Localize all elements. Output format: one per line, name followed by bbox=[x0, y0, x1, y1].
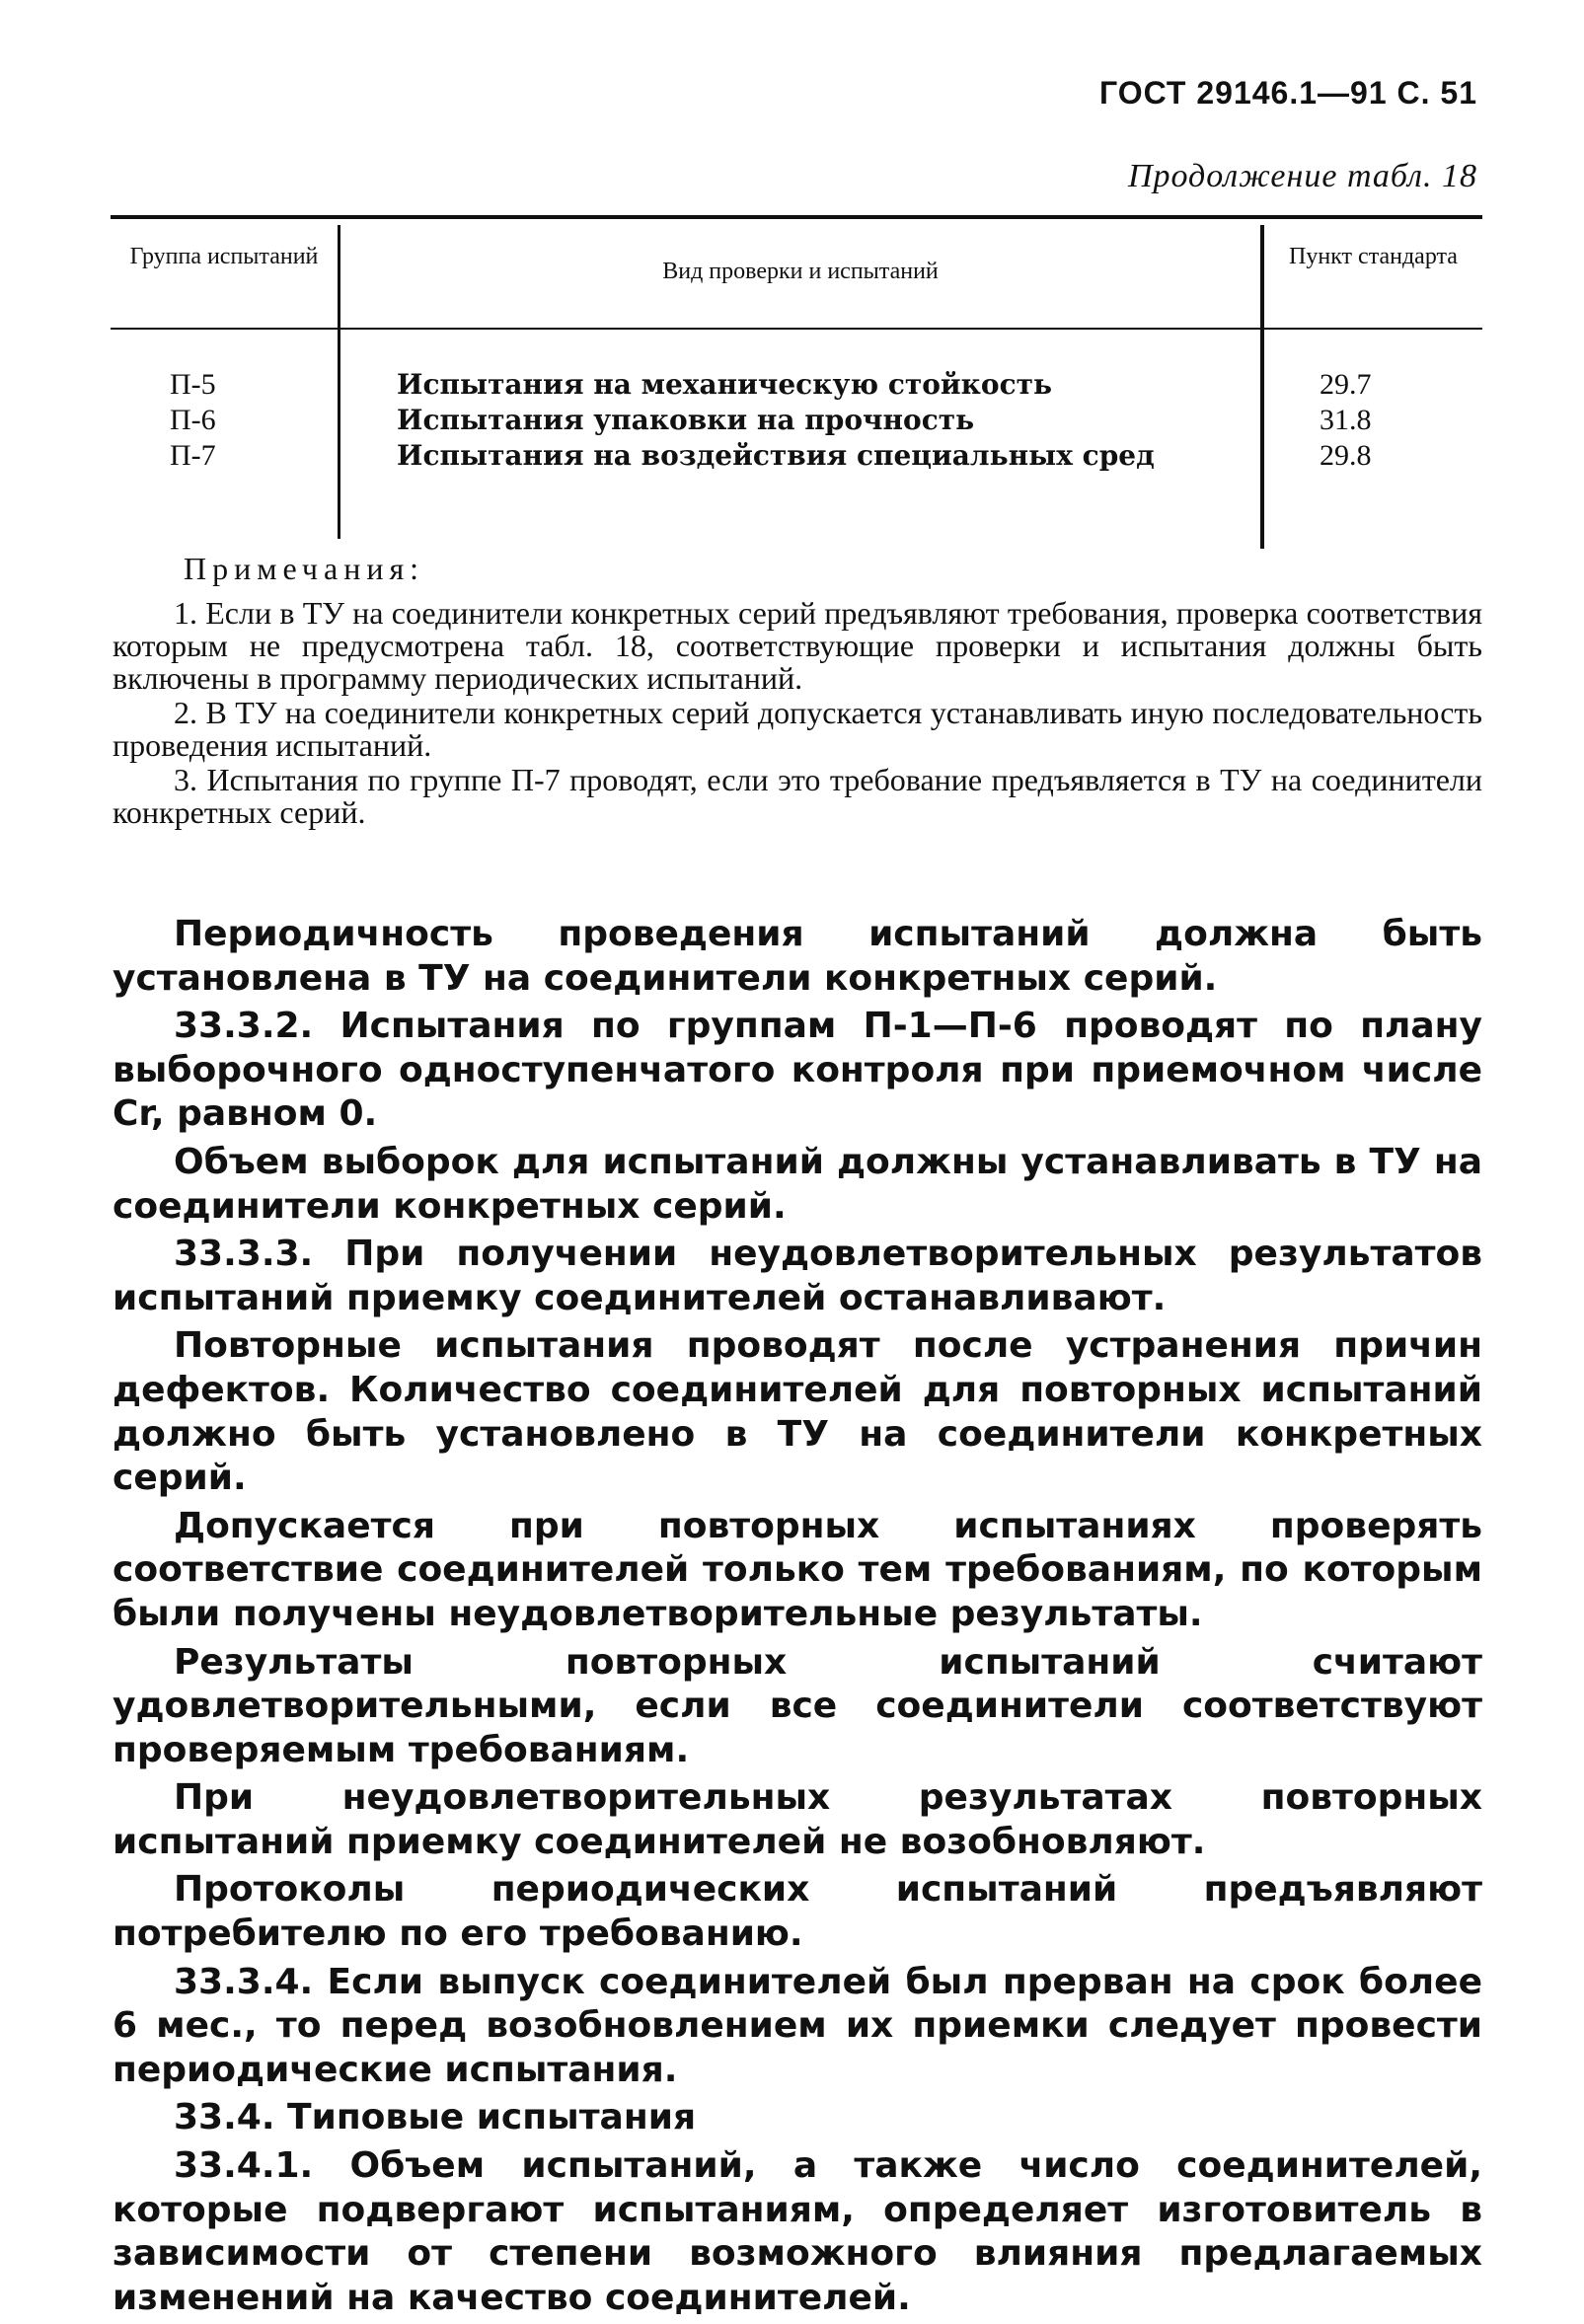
note-item: 1. Если в ТУ на соединители конкретных серий предъявляют требования, проверка соответствия которым не предусмотрена табл. 18, соответствующие проверки и испытания должны быть включены в программу периодических испытаний. bbox=[113, 595, 1482, 696]
table-top-rule bbox=[111, 215, 1482, 219]
table-row bbox=[111, 438, 1482, 474]
cell-type: Испытания упаковки на прочность bbox=[397, 404, 975, 436]
cell-clause: 29.8 bbox=[1320, 439, 1372, 472]
cell-group: П-5 bbox=[170, 368, 216, 401]
cell-group: П-7 bbox=[170, 439, 216, 472]
paragraph: Результаты повторных испытаний считают удовлетворительными, если все соединители соответствуют проверяемым требованиям. bbox=[113, 1641, 1482, 1770]
paragraph: Протоколы периодических испытаний предъявляют потребителю по его требованию. bbox=[113, 1869, 1482, 1955]
note-item: 2. В ТУ на соединители конкретных серий допускается устанавливать иную последовательность проведения испытаний. bbox=[113, 695, 1482, 763]
table-18 bbox=[111, 215, 1482, 549]
paragraph: 33.3.4. Если выпуск соединителей был прерван на срок более 6 мес., то перед возобновлением их приемки следует провести периодические испытания. bbox=[113, 1961, 1482, 2090]
notes-block bbox=[113, 553, 1482, 831]
paragraph: 33.4.1. Объем испытаний, а также число соединителей, которые подвергают испытаниям, определяет изготовитель в зависимости от степени возможного влияния предлагаемых изменений на качество соединителей. bbox=[113, 2145, 1482, 2318]
table-row bbox=[111, 403, 1482, 438]
paragraph: 33.3.3. При получении неудовлетворительных результатов испытаний приемку соединителей останавливают. bbox=[113, 1234, 1482, 1318]
column-header-clause: Пункт стандарта bbox=[1289, 244, 1458, 269]
notes-title: Примечания: bbox=[184, 551, 425, 586]
paragraph: Объем выборок для испытаний должны устанавливать в ТУ на соединители конкретных серий. bbox=[113, 1141, 1482, 1227]
note-item: 3. Испытания по группе П-7 проводят, если это требование предъявляется в ТУ на соединители конкретных серий. bbox=[113, 762, 1482, 830]
cell-clause: 31.8 bbox=[1320, 404, 1372, 436]
paragraph: Допускается при повторных испытаниях проверять соответствие соединителей только тем требованиям, по которым были получены неудовлетворительные результаты. bbox=[113, 1505, 1482, 1634]
cell-type: Испытания на воздействия специальных сред bbox=[397, 439, 1155, 472]
paragraph: При неудовлетворительных результатах повторных испытаний приемку соединителей не возобновляют. bbox=[113, 1777, 1482, 1862]
column-header-group: Группа испытаний bbox=[129, 244, 319, 269]
running-header: ГОСТ 29146.1—91 С. 51 bbox=[1099, 75, 1477, 111]
column-header-type: Вид проверки и испытаний bbox=[662, 259, 939, 284]
cell-group: П-6 bbox=[170, 404, 216, 436]
table-row bbox=[111, 367, 1482, 403]
section-heading: 33.4. Типовые испытания bbox=[174, 2097, 697, 2138]
cell-clause: 29.7 bbox=[1320, 368, 1372, 401]
paragraph: Периодичность проведения испытаний должна быть установлена в ТУ на соединители конкретных серий. bbox=[113, 914, 1482, 999]
cell-type: Испытания на механическую стойкость bbox=[397, 368, 1052, 401]
paragraph: Повторные испытания проводят после устранения причин дефектов. Количество соединителей для повторных испытаний должно быть установлено в ТУ на соединители конкретных серий. bbox=[113, 1325, 1482, 1499]
paragraph: 33.3.2. Испытания по группам П-1—П-6 проводят по плану выборочного одноступенчатого контроля при приемочном числе Cr, равном 0. bbox=[113, 1006, 1482, 1135]
table-caption: Продолжение табл. 18 bbox=[1127, 158, 1477, 194]
body-text bbox=[113, 913, 1482, 2324]
table-header-rule bbox=[111, 328, 1482, 330]
